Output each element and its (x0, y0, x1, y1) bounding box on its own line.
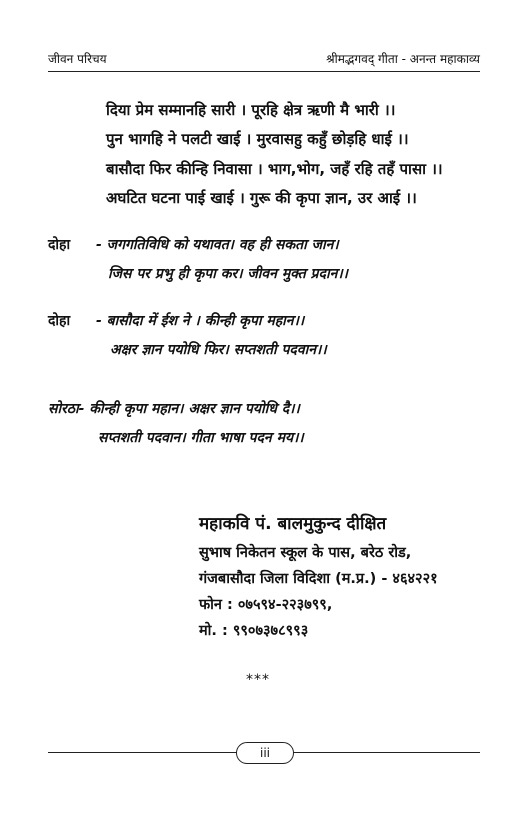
sortha-line-2: सप्तशती पदवान। गीता भाषा पदन मय।। (98, 430, 304, 446)
sortha-line-1: सोरठा- कीन्ही कृपा महान। अक्षर ज्ञान पयोधि दै।। (48, 401, 300, 417)
running-header-left: जीवन परिचय (48, 52, 107, 66)
address-line-2: गंजबासौदा जिला विदिशा (म.प्र.) - ४६४२२१ (199, 571, 438, 587)
header-rule (48, 71, 480, 72)
page-number: iii (236, 742, 294, 764)
verse-line-3: बासौदा फिर कीन्हि निवासा । भाग,भोग, जहँ रहि तहँ पासा ।। (106, 160, 443, 178)
address-line-1: सुभाष निकेतन स्कूल के पास, बरेठ रोड, (199, 545, 412, 561)
ornament-stars: *** (246, 672, 270, 688)
doha-2-line-2: अक्षर ज्ञान पयोधि फिर। सप्तशती पदवान।। (110, 342, 327, 358)
doha-2-line-1: - बासौदा में ईश ने । कीन्ही कृपा महान।। (96, 313, 305, 329)
doha-1-line-2: जिस पर प्रभु ही कृपा कर। जीवन मुक्त प्रदान।। (108, 266, 348, 282)
running-header-right: श्रीमद्भगवद् गीता - अनन्त महाकाव्य (326, 52, 480, 66)
verse-line-4: अघटित घटना पाई खाई । गुरू की कृपा ज्ञान, उर आई ।। (106, 189, 417, 207)
doha-1-label: दोहा (48, 237, 71, 253)
verse-line-1: दिया प्रेम सम्मानहि सारी । पूरहि क्षेत्र ऋणी मै भारी ।। (106, 101, 396, 119)
phone-number: फोन : ०७५९४-२२३७९९, (199, 597, 333, 613)
doha-1-line-1: - जगगतिविधि को यथावत। वह ही सकता जान। (96, 237, 339, 253)
mobile-number: मो. : ९९०७३७८९९३ (199, 623, 309, 639)
doha-2-label: दोहा (48, 313, 71, 329)
author-name: महाकवि पं. बालमुकुन्द दीक्षित (199, 514, 387, 534)
verse-line-2: पुन भागहि ने पलटी खाई । मुरवासहु कहुँ छोड़हि धाई ।। (106, 130, 409, 148)
